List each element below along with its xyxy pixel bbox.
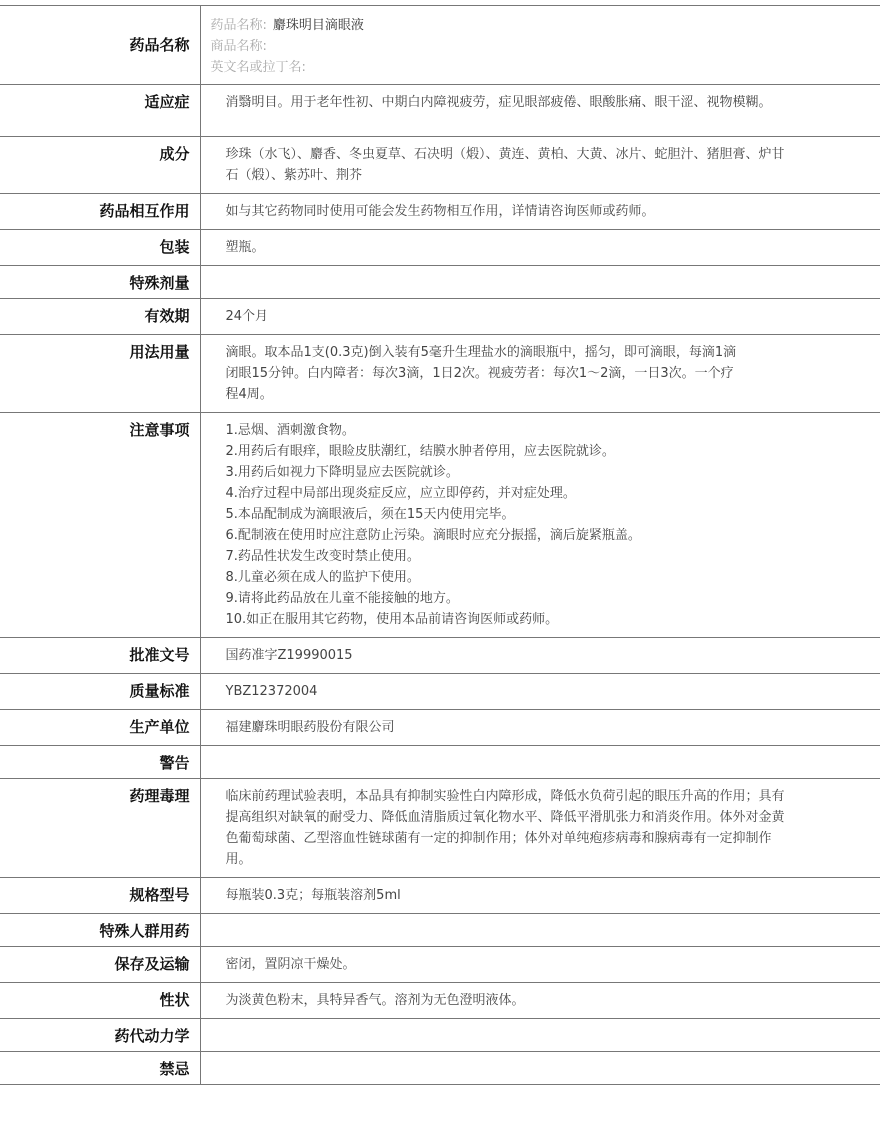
precaution-item: 10.如正在服用其它药物，使用本品前请咨询医师或药师。 (225, 612, 559, 627)
drug-name-row (0, 6, 880, 85)
indications-row (0, 85, 880, 137)
precaution-item: 8.儿童必须在成人的监护下使用。 (225, 570, 420, 585)
storage-row (0, 947, 880, 983)
pharmacokinetics-row (0, 1019, 880, 1052)
packaging-label: 包装 (0, 230, 200, 266)
english-name-key: 英文名或拉丁名: (210, 60, 306, 75)
packaging-value: 塑瓶。 (200, 230, 880, 266)
indications-value: 消翳明目。用于老年性初、中期白内障视疲劳，症见眼部疲倦、眼酸胀痛、眼干涩、视物模糊。 (200, 85, 880, 137)
pharmacology-label: 药理毒理 (0, 779, 200, 878)
special-dosage-value (200, 266, 880, 299)
contraindications-value (200, 1052, 880, 1085)
indications-label: 适应症 (0, 85, 200, 137)
contraindications-row (0, 1052, 880, 1085)
pharmacokinetics-label: 药代动力学 (0, 1019, 200, 1052)
generic-name-line (211, 15, 861, 36)
shelf-life-label: 有效期 (0, 299, 200, 335)
warning-value (200, 746, 880, 779)
quality-standard-row (0, 674, 880, 710)
generic-name-key: 药品名称: (210, 18, 267, 33)
manufacturer-value: 福建麝珠明眼药股份有限公司 (200, 710, 880, 746)
pharmacology-row (0, 779, 880, 878)
quality-standard-label: 质量标准 (0, 674, 200, 710)
special-population-value (200, 914, 880, 947)
special-population-label: 特殊人群用药 (0, 914, 200, 947)
precaution-item: 1.忌烟、酒刺激食物。 (225, 423, 355, 438)
packaging-row (0, 230, 880, 266)
quality-standard-value: YBZ12372004 (200, 674, 880, 710)
precautions-row (0, 413, 880, 638)
appearance-label: 性状 (0, 983, 200, 1019)
approval-number-value: 国药准字Z19990015 (200, 638, 880, 674)
shelf-life-row (0, 299, 880, 335)
precaution-item: 4.治疗过程中局部出现炎症反应，应立即停药，并对症处理。 (225, 486, 576, 501)
specification-label: 规格型号 (0, 878, 200, 914)
usage-row (0, 335, 880, 413)
drug-name-label: 药品名称 (0, 6, 200, 85)
precaution-item: 9.请将此药品放在儿童不能接触的地方。 (225, 591, 459, 606)
approval-number-label: 批准文号 (0, 638, 200, 674)
appearance-value: 为淡黄色粉末，具特异香气。溶剂为无色澄明液体。 (200, 983, 880, 1019)
appearance-row (0, 983, 880, 1019)
drug-name-values (200, 6, 880, 85)
pharmacology-value: 临床前药理试验表明，本品具有抑制实验性白内障形成，降低水负荷引起的眼压升高的作用；具有提高组织对缺氧的耐受力、降低血清脂质过氧化物水平、降低平滑肌张力和消炎作用。体外对金黄色葡萄球菌、乙型溶血性链球菌有一定的抑制作用；体外对单纯疱疹病毒和腺病毒有一定抑制作用。 (200, 779, 880, 878)
trade-name-key: 商品名称: (210, 39, 267, 54)
special-population-row (0, 914, 880, 947)
generic-name-value: 麝珠明目滴眼液 (272, 18, 364, 33)
precautions-label: 注意事项 (0, 413, 200, 638)
ingredients-row (0, 137, 880, 194)
interactions-label: 药品相互作用 (0, 194, 200, 230)
storage-value: 密闭，置阴凉干燥处。 (200, 947, 880, 983)
precaution-item: 7.药品性状发生改变时禁止使用。 (225, 549, 420, 564)
shelf-life-value: 24个月 (200, 299, 880, 335)
precaution-item: 3.用药后如视力下降明显应去医院就诊。 (225, 465, 459, 480)
drug-spec-table (0, 5, 880, 1085)
interactions-value: 如与其它药物同时使用可能会发生药物相互作用，详情请咨询医师或药师。 (200, 194, 880, 230)
usage-label: 用法用量 (0, 335, 200, 413)
precautions-list (200, 413, 880, 638)
warning-row (0, 746, 880, 779)
pharmacokinetics-value (200, 1019, 880, 1052)
precaution-item: 6.配制液在使用时应注意防止污染。滴眼时应充分振摇，滴后旋紧瓶盖。 (225, 528, 641, 543)
specification-value: 每瓶装0.3克；每瓶装溶剂5ml (200, 878, 880, 914)
warning-label: 警告 (0, 746, 200, 779)
precaution-item: 2.用药后有眼痒，眼睑皮肤潮红，结膜水肿者停用，应去医院就诊。 (225, 444, 615, 459)
usage-value: 滴眼。取本品1支(0.3克)倒入装有5毫升生理盐水的滴眼瓶中，摇匀，即可滴眼，每滴1滴闭眼15分钟。白内障者：每次3滴，1日2次。视疲劳者：每次1～2滴，一日3次。一个疗程4周。 (200, 335, 880, 413)
approval-number-row (0, 638, 880, 674)
manufacturer-row (0, 710, 880, 746)
precaution-item: 5.本品配制成为滴眼液后，须在15天内使用完毕。 (225, 507, 515, 522)
special-dosage-row (0, 266, 880, 299)
ingredients-label: 成分 (0, 137, 200, 194)
special-dosage-label: 特殊剂量 (0, 266, 200, 299)
storage-label: 保存及运输 (0, 947, 200, 983)
ingredients-value: 珍珠（水飞）、麝香、冬虫夏草、石决明（煅）、黄连、黄柏、大黄、冰片、蛇胆汁、猪胆膏、炉甘石（煅）、紫苏叶、荆芥 (200, 137, 880, 194)
manufacturer-label: 生产单位 (0, 710, 200, 746)
interactions-row (0, 194, 880, 230)
contraindications-label: 禁忌 (0, 1052, 200, 1085)
specification-row (0, 878, 880, 914)
english-name-line (211, 57, 861, 78)
trade-name-line (211, 36, 861, 57)
